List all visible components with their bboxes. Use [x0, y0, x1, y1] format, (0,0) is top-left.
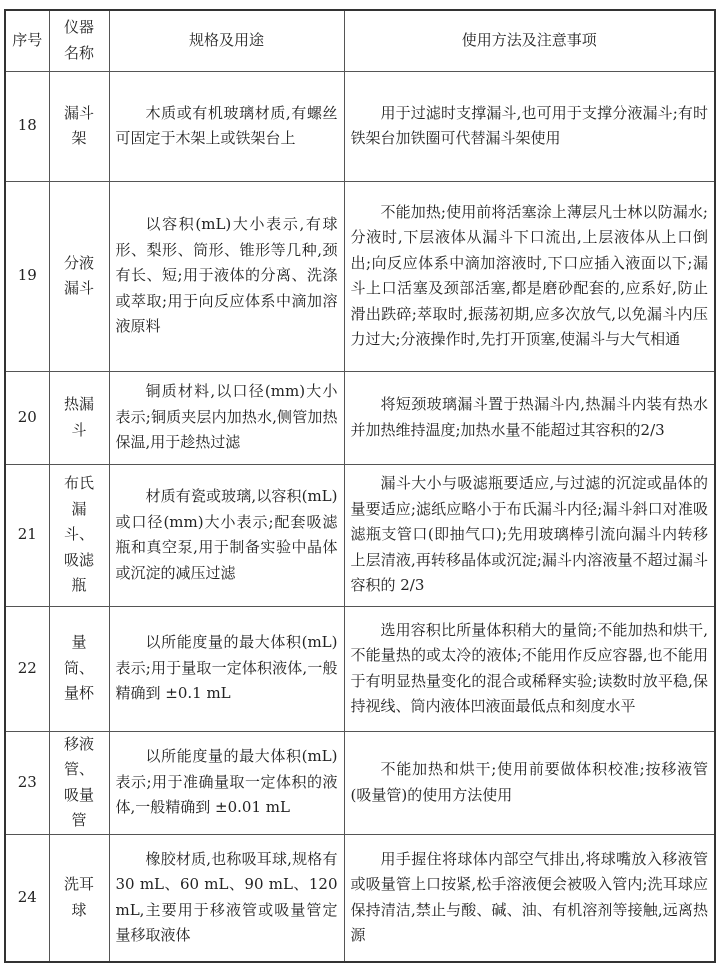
- usage-text: 不能加热;使用前将活塞涂上薄层凡士林以防漏水;分液时,下层液体从漏斗下口流出,上层液体从上口倒出;向反应体系中滴加溶液时,下口应插入液面以下;漏斗上口活塞及颈部活塞,都是磨砂配套的,应系好,防止滑出跌碎;萃取时,振荡初期,应多次放气,以免漏斗内压力过大;分液操作时,先打开顶塞,使漏斗与大气相通: [350, 202, 708, 348]
- usage-text: 漏斗大小与吸滤瓶要适应,与过滤的沉淀或晶体的量要适应;滤纸应略小于布氏漏斗内径;漏斗斜口对准吸滤瓶支管口(即抽气口);先用玻璃棒引流向漏斗内转移上层清液,再转移晶体或沉淀;漏斗内溶液量不超过漏斗容积的 2/3: [350, 474, 708, 595]
- header-spec: 规格及用途: [109, 10, 344, 71]
- usage-text: 不能加热和烘干;使用前要做体积校准;按移液管(吸量管)的使用方法使用: [350, 760, 708, 804]
- usage-cell: [344, 181, 715, 371]
- spec-text: 橡胶材质,也称吸耳球,规格有 30 mL、60 mL、90 mL、120 mL,主要用于移液管或吸量管定量移取液体: [115, 849, 338, 945]
- table-row: [5, 181, 715, 371]
- instrument-name: 漏斗架: [49, 71, 109, 181]
- spec-text: 以所能度量的最大体积(mL)表示;用于准确量取一定体积的液体,一般精确到 ±0.01 mL: [115, 747, 338, 817]
- usage-cell: [344, 71, 715, 181]
- header-name: 仪器名称: [49, 10, 109, 71]
- usage-cell: [344, 731, 715, 834]
- usage-text: 将短颈玻璃漏斗置于热漏斗内,热漏斗内装有热水并加热维持温度;加热水量不能超过其容积的2/3: [350, 395, 708, 439]
- spec-cell: [109, 834, 344, 962]
- row-number: 18: [5, 71, 49, 181]
- usage-text: 用手握住将球体内部空气排出,将球嘴放入移液管或吸量管上口按紧,松手溶液便会被吸入管内;洗耳球应保持清洁,禁止与酸、碱、油、有机溶剂等接触,远离热源: [350, 849, 708, 945]
- instrument-name: 量筒、量杯: [49, 606, 109, 731]
- header-usage: 使用方法及注意事项: [344, 10, 715, 71]
- spec-text: 材质有瓷或玻璃,以容积(mL)或口径(mm)大小表示;配套吸滤瓶和真空泵,用于制备实验中晶体或沉淀的减压过滤: [115, 487, 338, 582]
- instrument-name: 分液漏斗: [49, 181, 109, 371]
- table-row: [5, 606, 715, 731]
- spec-cell: [109, 181, 344, 371]
- spec-text: 以所能度量的最大体积(mL)表示;用于量取一定体积液体,一般精确到 ±0.1 mL: [115, 633, 338, 703]
- table-header-row: [5, 10, 715, 71]
- spec-cell: [109, 731, 344, 834]
- row-number: 22: [5, 606, 49, 731]
- table-row: [5, 834, 715, 962]
- instrument-name: 布氏漏斗、吸滤瓶: [49, 464, 109, 606]
- table-row: [5, 71, 715, 181]
- instrument-name: 移液管、吸量管: [49, 731, 109, 834]
- spec-text: 铜质材料,以口径(mm)大小表示;铜质夹层内加热水,侧管加热保温,用于趁热过滤: [115, 382, 338, 452]
- table-row: [5, 731, 715, 834]
- table-row: [5, 464, 715, 606]
- usage-cell: [344, 464, 715, 606]
- row-number: 24: [5, 834, 49, 962]
- usage-text: 选用容积比所量体积稍大的量筒;不能加热和烘干,不能量热的或太冷的液体;不能用作反应容器,也不能用于有明显热量变化的混合或稀释实验;读数时放平稳,保持视线、筒内液体凹液面最低点和刻度水平: [350, 620, 708, 715]
- row-number: 19: [5, 181, 49, 371]
- usage-cell: [344, 834, 715, 962]
- usage-cell: [344, 606, 715, 731]
- table-row: [5, 371, 715, 464]
- spec-text: 以容积(mL)大小表示,有球形、梨形、筒形、锥形等几种,颈有长、短;用于液体的分离、洗涤或萃取;用于向反应体系中滴加溶液原料: [115, 215, 338, 336]
- usage-cell: [344, 371, 715, 464]
- row-number: 23: [5, 731, 49, 834]
- row-number: 20: [5, 371, 49, 464]
- spec-cell: [109, 371, 344, 464]
- usage-text: 用于过滤时支撑漏斗,也可用于支撑分液漏斗;有时铁架台加铁圈可代替漏斗架使用: [350, 103, 708, 147]
- instrument-name: 热漏斗: [49, 371, 109, 464]
- instrument-table: [4, 9, 716, 963]
- row-number: 21: [5, 464, 49, 606]
- spec-cell: [109, 464, 344, 606]
- instrument-name: 洗耳球: [49, 834, 109, 962]
- spec-cell: [109, 71, 344, 181]
- header-number: 序号: [5, 10, 49, 71]
- spec-cell: [109, 606, 344, 731]
- spec-text: 木质或有机玻璃材质,有螺丝可固定于木架上或铁架台上: [115, 103, 338, 147]
